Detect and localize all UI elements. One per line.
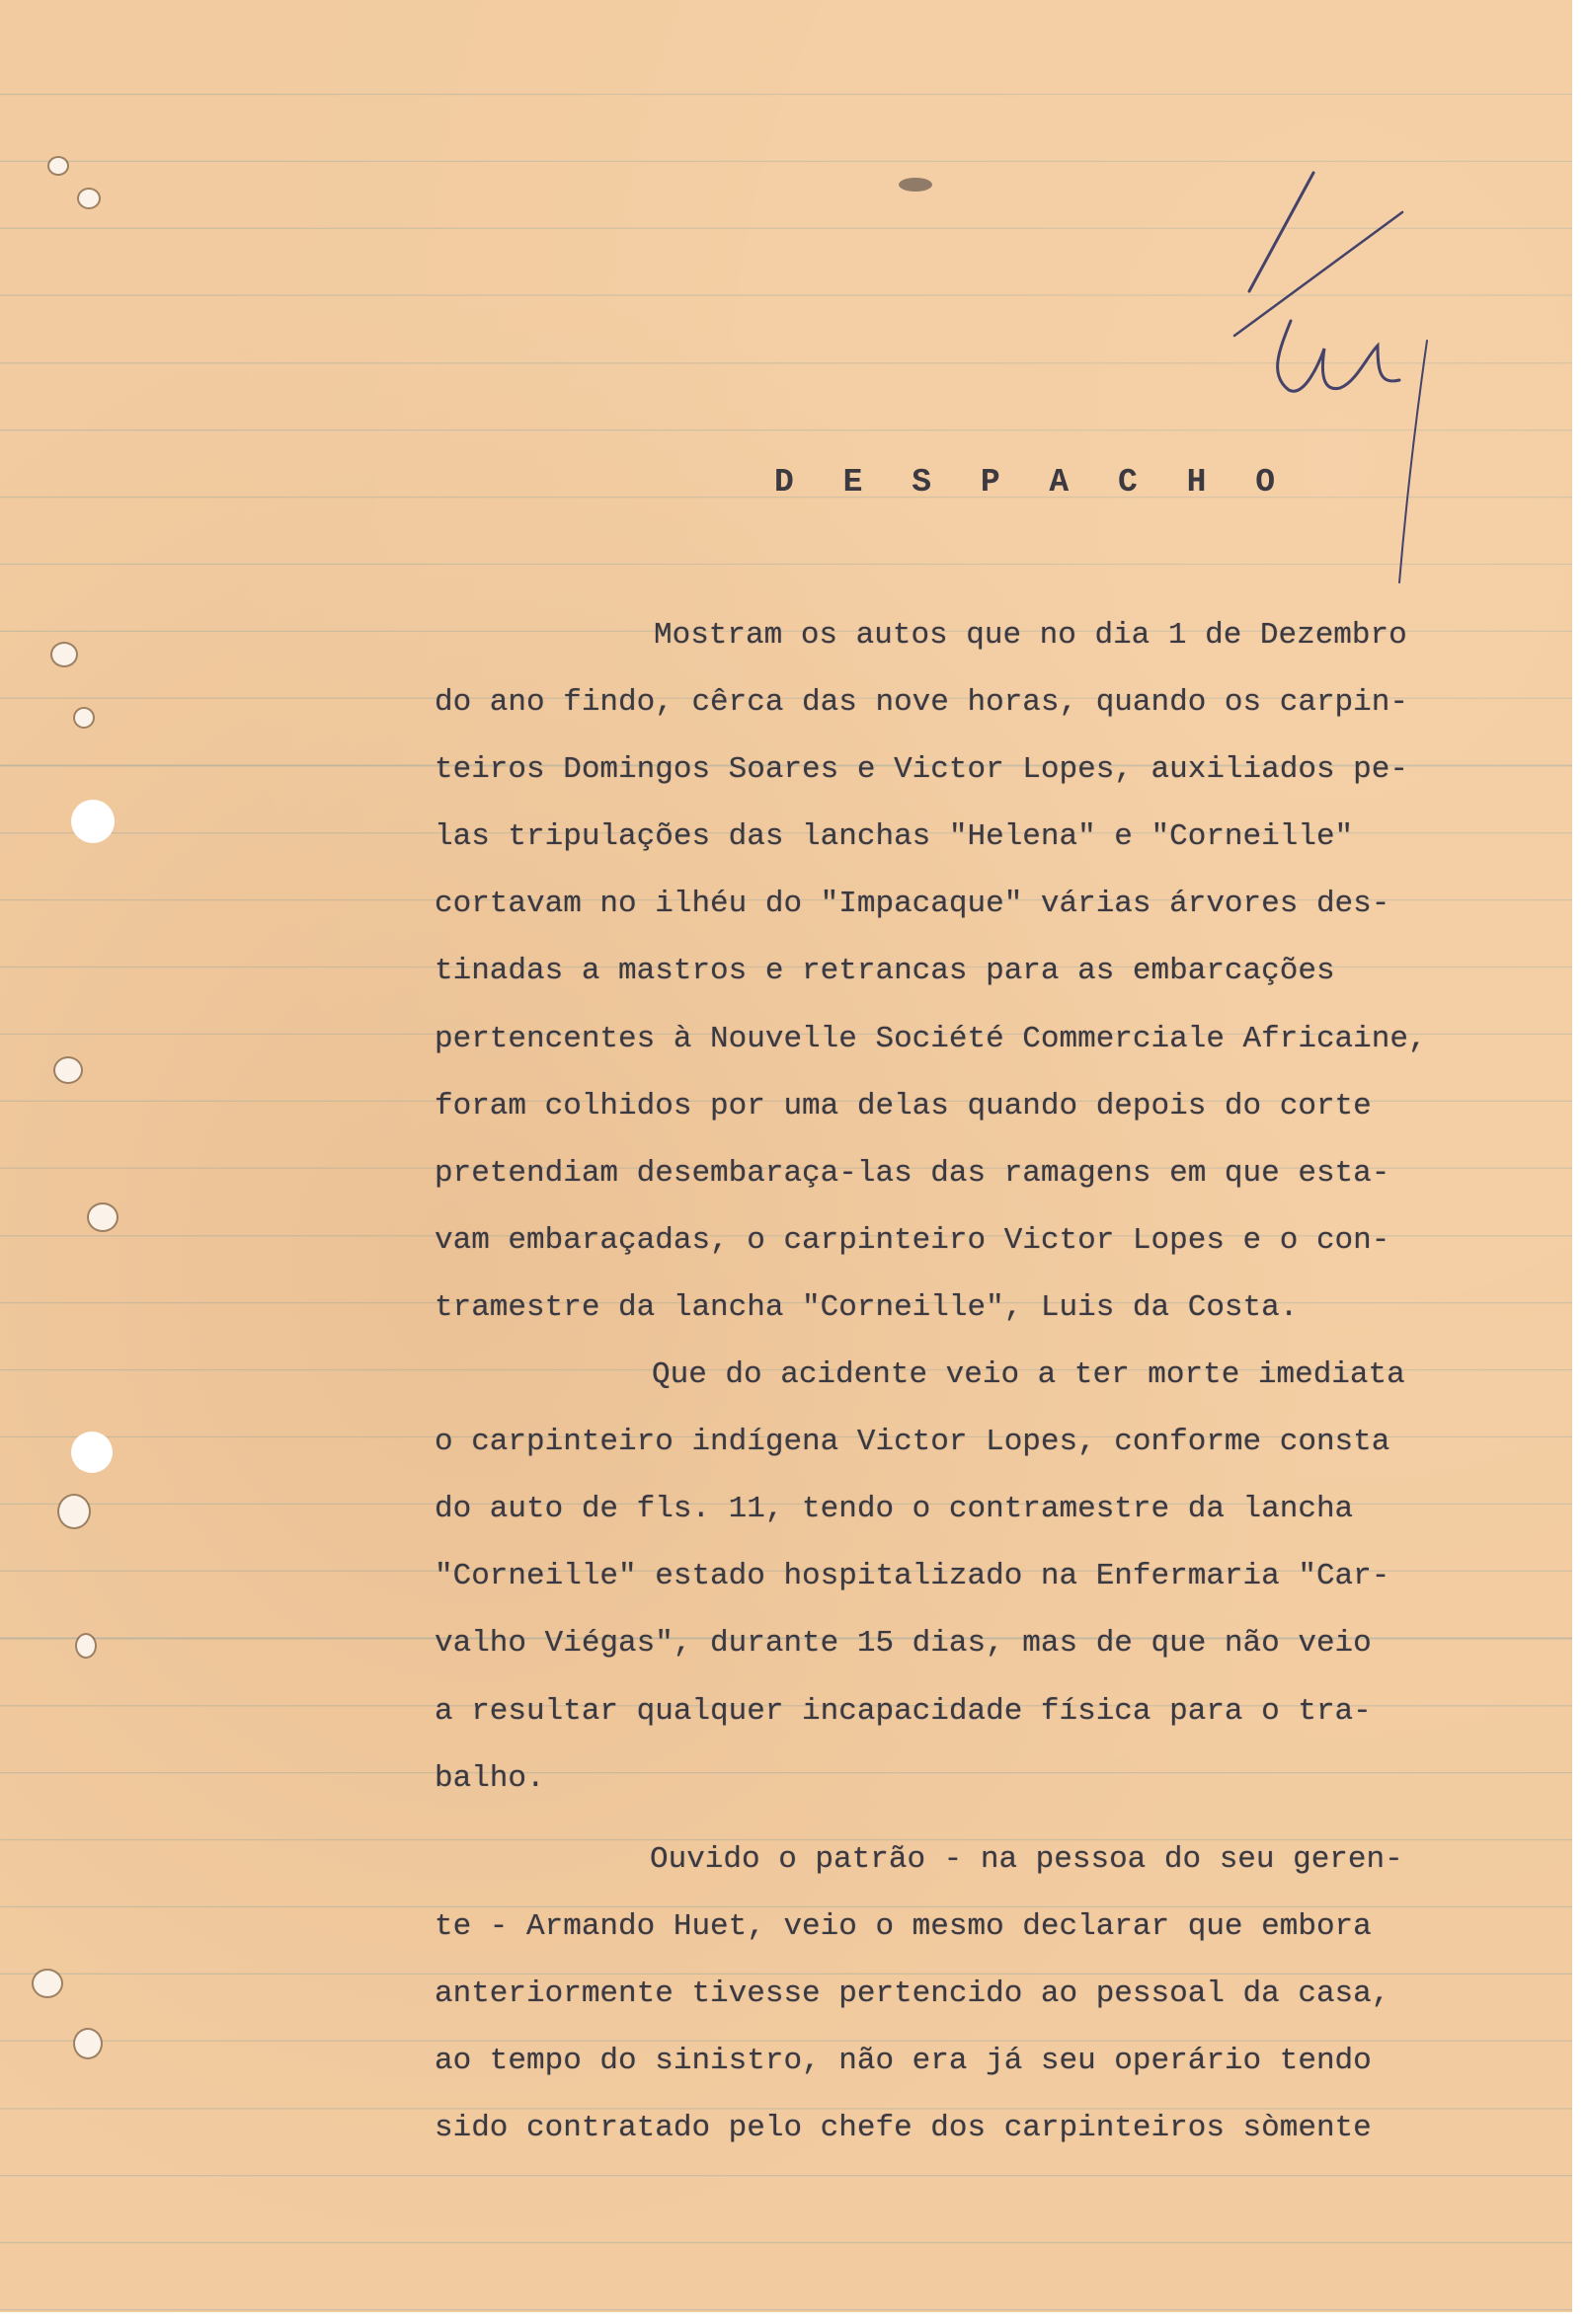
text-line: tinadas a mastros e retrancas para as embarcações: [435, 954, 1335, 989]
punch-hole: [59, 1496, 89, 1527]
scan-margin-bottom: [0, 2312, 1587, 2324]
document-body: [435, 602, 1501, 2162]
text-line: do ano findo, cêrca das nove horas, quando os carpin-: [435, 685, 1408, 721]
punch-hole: [49, 158, 67, 174]
text-line: ao tempo do sinistro, não era já seu operário tendo: [435, 2043, 1372, 2078]
text-line: "Corneille" estado hospitalizado na Enfermaria "Car-: [435, 1559, 1390, 1594]
text-line: do auto de fls. 11, tendo o contramestre da lancha: [435, 1492, 1354, 1527]
text-line: anteriormente tivesse pertencido ao pessoal da casa,: [435, 1975, 1390, 2011]
ink-smudge: [899, 178, 932, 192]
text-line: Mostram os autos que no dia 1 de Dezembro: [654, 618, 1407, 653]
punch-hole: [89, 1204, 117, 1230]
punch-hole: [79, 190, 99, 207]
text-line: pretendiam desembaraça-las das ramagens em que esta-: [435, 1155, 1390, 1191]
punch-hole: [75, 2030, 101, 2057]
punch-hole: [71, 800, 115, 843]
text-line: o carpinteiro indígena Victor Lopes, conforme consta: [435, 1425, 1390, 1460]
punch-hole: [34, 1971, 61, 1996]
text-line: a resultar qualquer incapacidade física para o tra-: [435, 1693, 1372, 1729]
text-line: te - Armando Huet, veio o mesmo declarar que embora: [435, 1908, 1372, 1944]
punch-hole: [75, 709, 93, 727]
text-line: teiros Domingos Soares e Victor Lopes, auxiliados pe-: [435, 752, 1408, 788]
document-title: D E S P A C H O: [774, 464, 1291, 501]
text-line: cortavam no ilhéu do "Impacaque" várias árvores des-: [435, 887, 1390, 922]
text-line: valho Viégas", durante 15 dias, mas de que não veio: [435, 1626, 1372, 1662]
punch-hole: [52, 644, 76, 665]
handwritten-folio-number: [1230, 163, 1457, 587]
text-line: Ouvido o patrão - na pessoa do seu geren-: [650, 1841, 1403, 1877]
text-line: balho.: [435, 1760, 545, 1796]
text-line: sido contratado pelo chefe dos carpinteiros sòmente: [435, 2111, 1372, 2146]
text-line: tramestre da lancha "Corneille", Luis da Costa.: [435, 1289, 1299, 1325]
text-line: las tripulações das lanchas "Helena" e "Corneille": [435, 819, 1354, 855]
text-line: foram colhidos por uma delas quando depois do corte: [435, 1088, 1372, 1123]
text-line: vam embaraçadas, o carpinteiro Victor Lopes e o con-: [435, 1222, 1390, 1258]
text-line: Que do acidente veio a ter morte imediata: [652, 1357, 1405, 1393]
scan-margin-right: [1572, 0, 1587, 2324]
text-line: pertencentes à Nouvelle Société Commerciale Africaine,: [435, 1021, 1427, 1056]
punch-hole: [55, 1058, 81, 1082]
punch-hole: [77, 1635, 95, 1657]
punch-hole: [71, 1432, 113, 1473]
